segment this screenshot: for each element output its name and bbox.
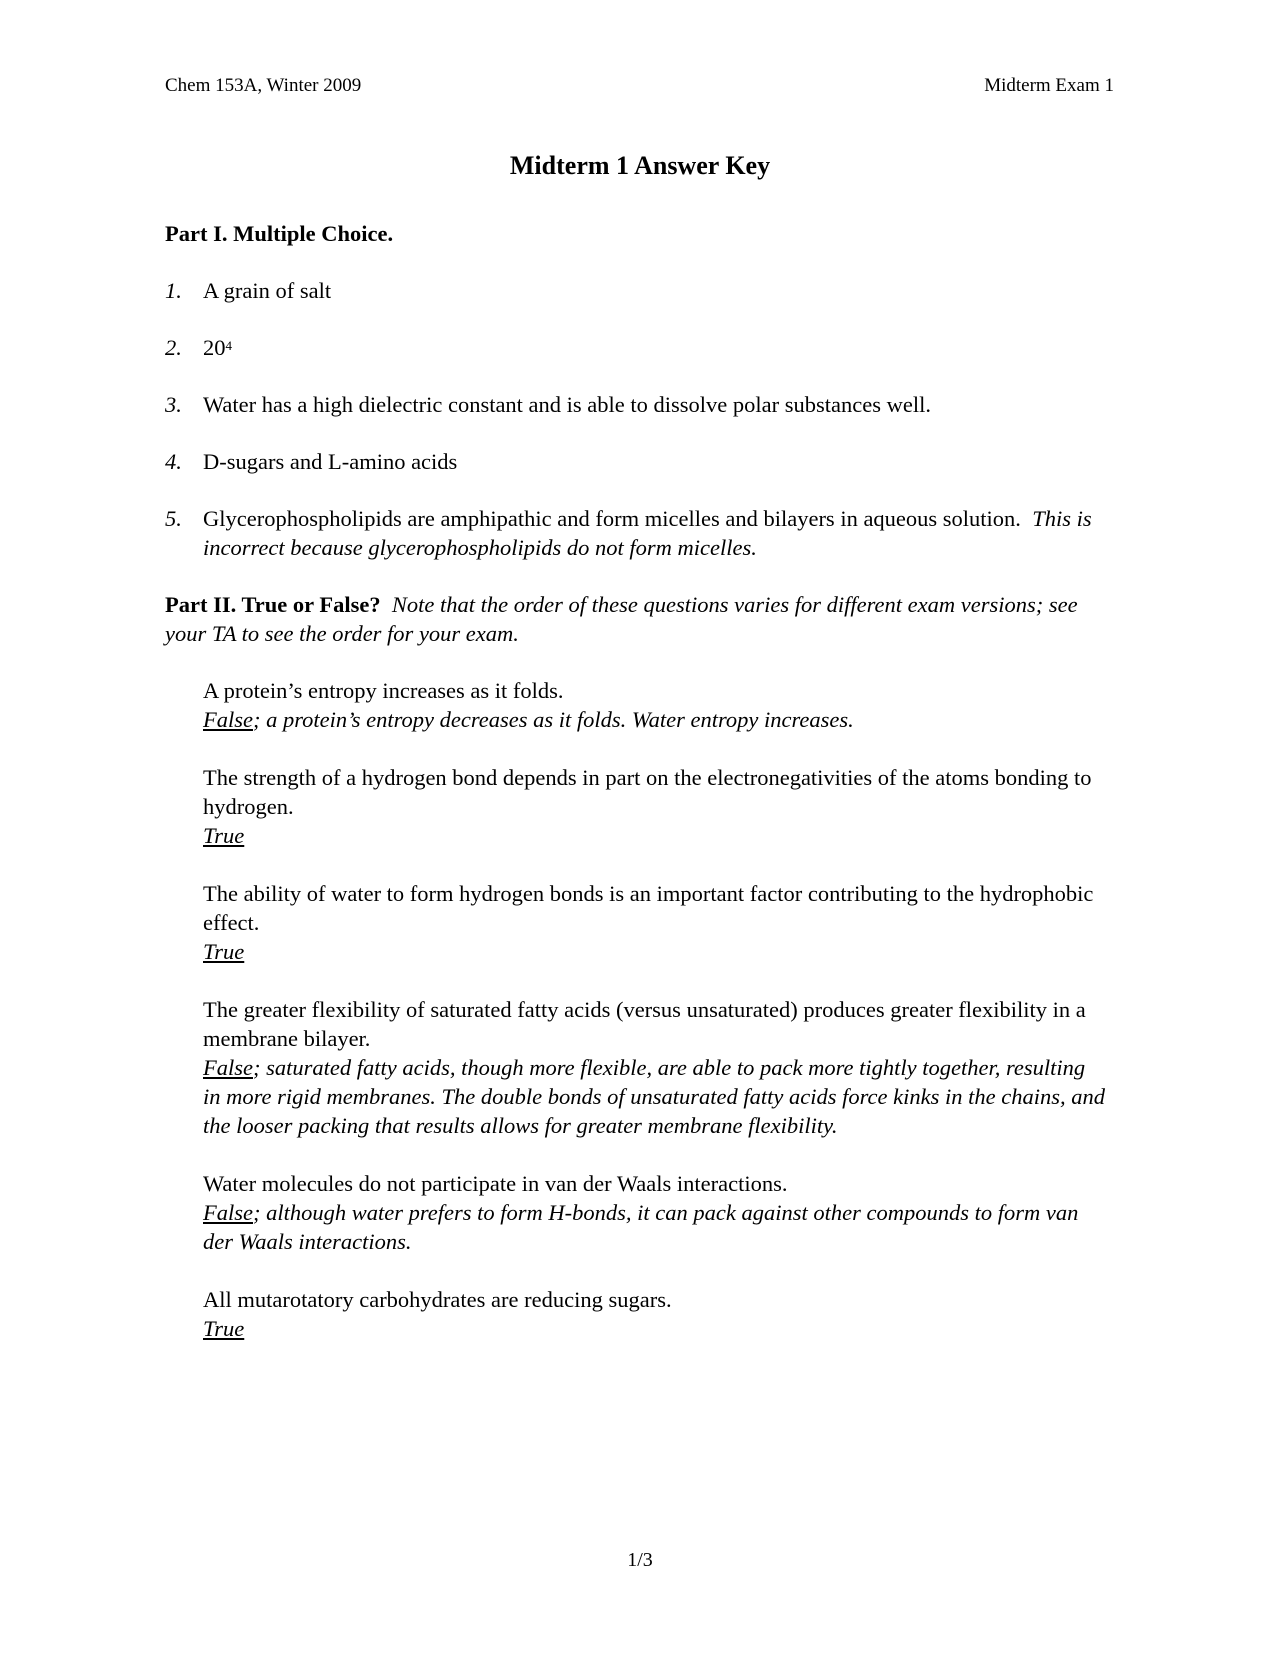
tf-item-5 — [165, 1169, 1105, 1256]
header-exam: Midterm Exam 1 — [984, 75, 1114, 96]
mc-number: 1. — [165, 278, 182, 303]
tf-item-6 — [165, 1285, 1105, 1343]
tf-verdict: False — [203, 707, 253, 732]
tf-verdict: True — [203, 939, 245, 964]
tf-answer — [203, 1198, 1105, 1256]
mc-answer-1 — [165, 276, 1105, 305]
tf-item-4 — [165, 995, 1105, 1140]
mc-answer-text: Glycerophospholipids are amphipathic and form micelles and bilayers in aqueous solution. — [203, 506, 1021, 531]
mc-answer-note: This is incorrect because glycerophospholipids do not form micelles. — [203, 506, 1092, 560]
mc-answer-2 — [165, 333, 1105, 362]
tf-statement: The ability of water to form hydrogen bonds is an important factor contributing to the hydrophobic effect. — [203, 881, 1094, 935]
tf-answer — [203, 705, 1105, 734]
mc-answer-text: A grain of salt — [203, 278, 332, 303]
mc-number: 4. — [165, 449, 182, 474]
tf-answer — [203, 937, 1105, 966]
tf-item-3 — [165, 879, 1105, 966]
page-title: Midterm 1 Answer Key — [509, 151, 771, 180]
tf-verdict: True — [203, 1316, 245, 1341]
part1-heading: Part I. Multiple Choice. — [165, 221, 394, 246]
header-course: Chem 153A, Winter 2009 — [165, 75, 362, 96]
tf-statement: The greater flexibility of saturated fatty acids (versus unsaturated) produces greater flexibility in a membrane bilayer. — [203, 997, 1086, 1051]
tf-explanation: ; although water prefers to form H-bonds, it can pack against other compounds to form van der Waals interactions. — [203, 1200, 1079, 1254]
tf-verdict: False — [203, 1200, 253, 1225]
tf-explanation: ; a protein’s entropy decreases as it folds. Water entropy increases. — [253, 707, 854, 732]
mc-answer-text: D-sugars and L-amino acids — [203, 449, 458, 474]
tf-answer — [203, 821, 1105, 850]
mc-answer-exponent: 4 — [225, 338, 232, 353]
part2-intro — [165, 590, 1105, 648]
mc-number: 3. — [165, 392, 182, 417]
mc-number: 2. — [165, 335, 182, 360]
multiple-choice-list — [165, 276, 1105, 562]
tf-statement: The strength of a hydrogen bond depends in part on the electronegativities of the atoms bonding to hydrogen. — [203, 765, 1092, 819]
mc-answer-5 — [165, 504, 1105, 562]
mc-answer-text: Water has a high dielectric constant and is able to dissolve polar substances well. — [203, 392, 931, 417]
tf-statement: A protein’s entropy increases as it folds. — [203, 678, 564, 703]
tf-item-2 — [165, 763, 1105, 850]
tf-verdict: False — [203, 1055, 253, 1080]
part2-note: Note that the order of these questions varies for different exam versions; see your TA to see the order for your exam. — [165, 592, 1078, 646]
tf-statement: All mutarotatory carbohydrates are reducing sugars. — [203, 1287, 672, 1312]
page-number: 1/3 — [627, 1549, 653, 1571]
tf-item-1 — [165, 676, 1105, 734]
tf-statement: Water molecules do not participate in van der Waals interactions. — [203, 1171, 788, 1196]
mc-answer-base: 20 — [203, 335, 226, 360]
mc-answer-3 — [165, 390, 1105, 419]
tf-answer — [203, 1314, 1105, 1343]
part2-heading: Part II. True or False? — [165, 592, 381, 617]
tf-answer — [203, 1053, 1105, 1140]
tf-explanation: ; saturated fatty acids, though more flexible, are able to pack more tightly together, resulting in more rigid membranes. The double bonds of unsaturated fatty acids force kinks in the chains, and the looser packing that results allows for greater membrane flexibility. — [203, 1055, 1105, 1138]
tf-verdict: True — [203, 823, 245, 848]
mc-answer-4 — [165, 447, 1105, 476]
mc-number: 5. — [165, 506, 182, 531]
answer-key-body — [165, 219, 1105, 1372]
